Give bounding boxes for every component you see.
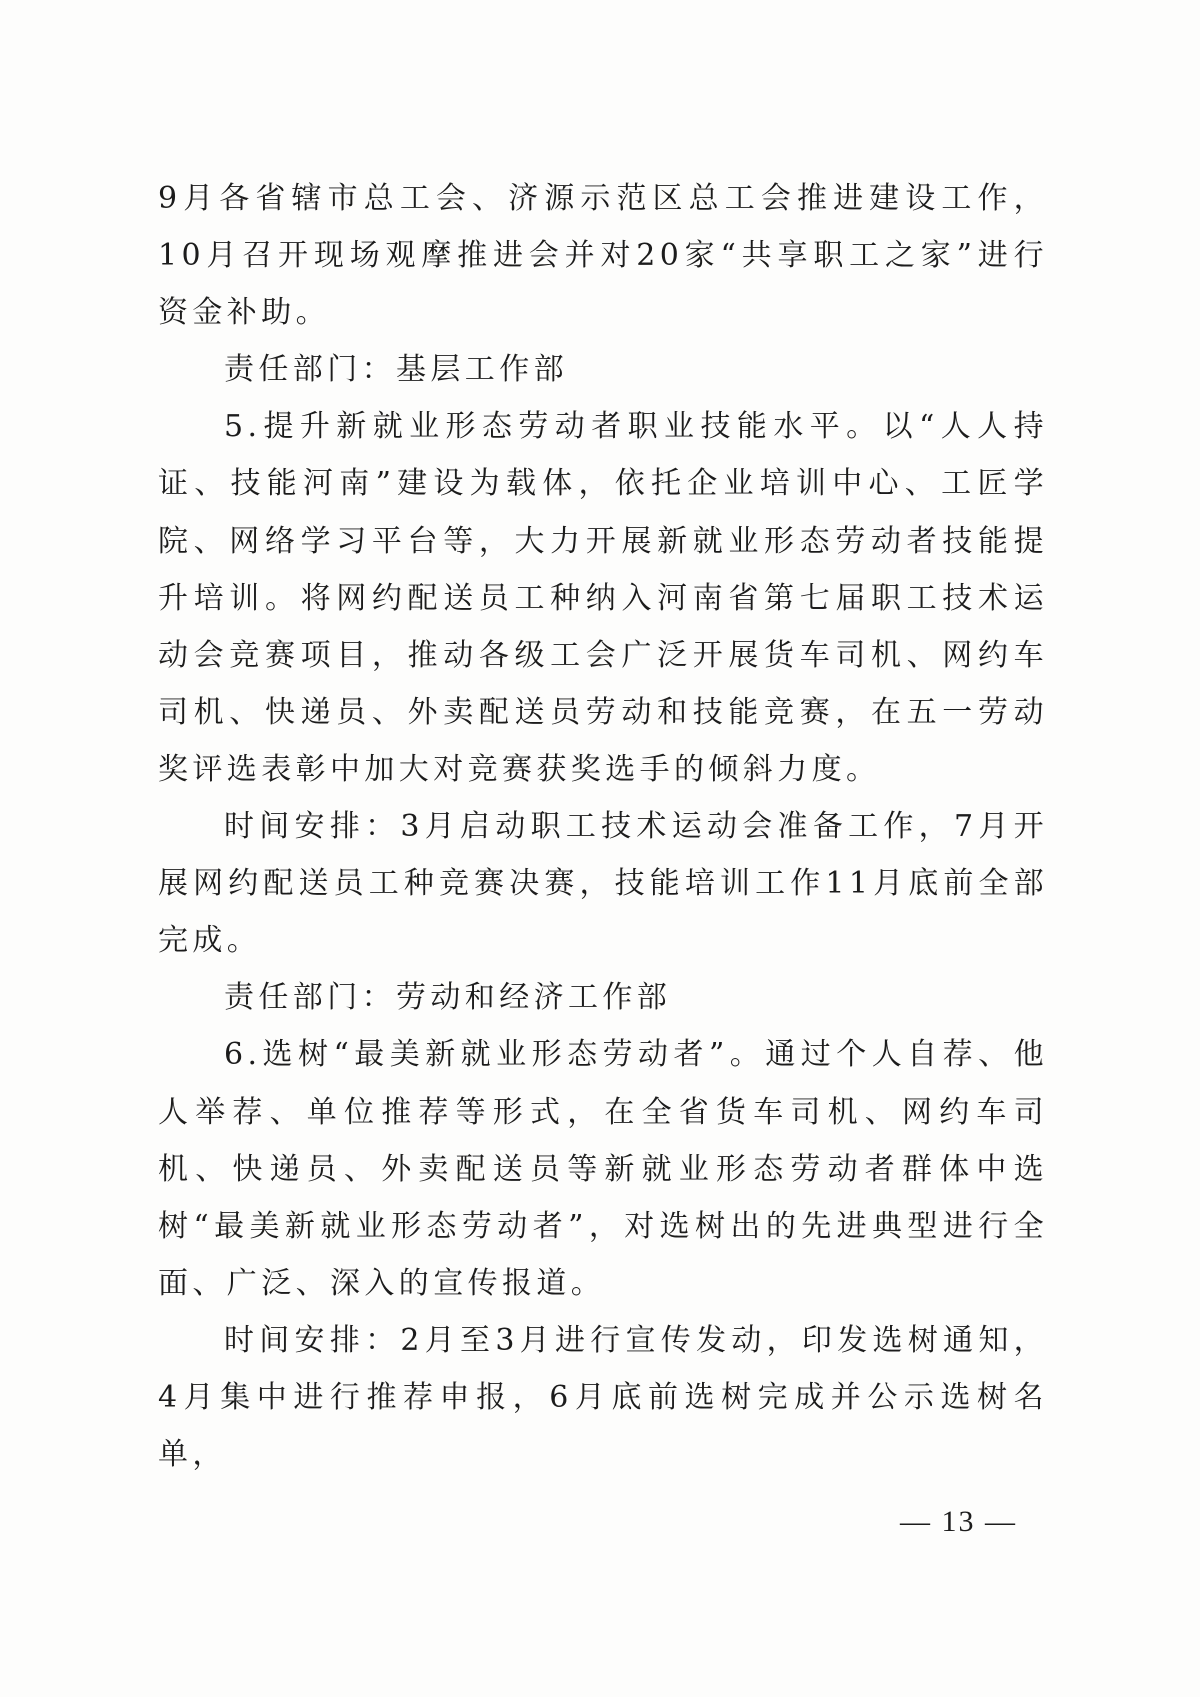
paragraph-schedule-2: 时间安排：2月至3月进行宣传发动，印发选树通知，4月集中进行推荐申报，6月底前选树完成并公示选树名单， bbox=[158, 1322, 1048, 1473]
paragraph-responsible-dept-2: 责任部门：劳动和经济工作部 bbox=[224, 980, 672, 1016]
document-body bbox=[158, 170, 1048, 1483]
paragraph-responsible-dept-1: 责任部门：基层工作部 bbox=[224, 352, 568, 388]
paragraph-schedule-1: 时间安排：3月启动职工技术运动会准备工作，7月开展网约配送员工种竞赛决赛，技能培训工作11月底前全部完成。 bbox=[158, 809, 1048, 959]
paragraph-item-6: 6.选树“最美新就业形态劳动者”。通过个人自荐、他人举荐、单位推荐等形式，在全省货车司机、网约车司机、快递员、外卖配送员等新就业形态劳动者群体中选树“最美新就业形态劳动者”，对选树出的先进典型进行全面、广泛、深入的宣传报道。 bbox=[158, 1037, 1048, 1301]
paragraph-item-5: 5.提升新就业形态劳动者职业技能水平。以“人人持证、技能河南”建设为载体，依托企业培训中心、工匠学院、网络学习平台等，大力开展新就业形态劳动者技能提升培训。将网约配送员工种纳入河南省第七届职工技术运动会竞赛项目，推动各级工会广泛开展货车司机、网约车司机、快递员、外卖配送员劳动和技能竞赛，在五一劳动奖评选表彰中加大对竞赛获奖选手的倾斜力度。 bbox=[158, 409, 1048, 787]
paragraph-continuation: 9月各省辖市总工会、济源示范区总工会推进建设工作，10月召开现场观摩推进会并对20家“共享职工之家”进行资金补助。 bbox=[158, 181, 1048, 331]
page-number: — 13 — bbox=[900, 1505, 1017, 1538]
